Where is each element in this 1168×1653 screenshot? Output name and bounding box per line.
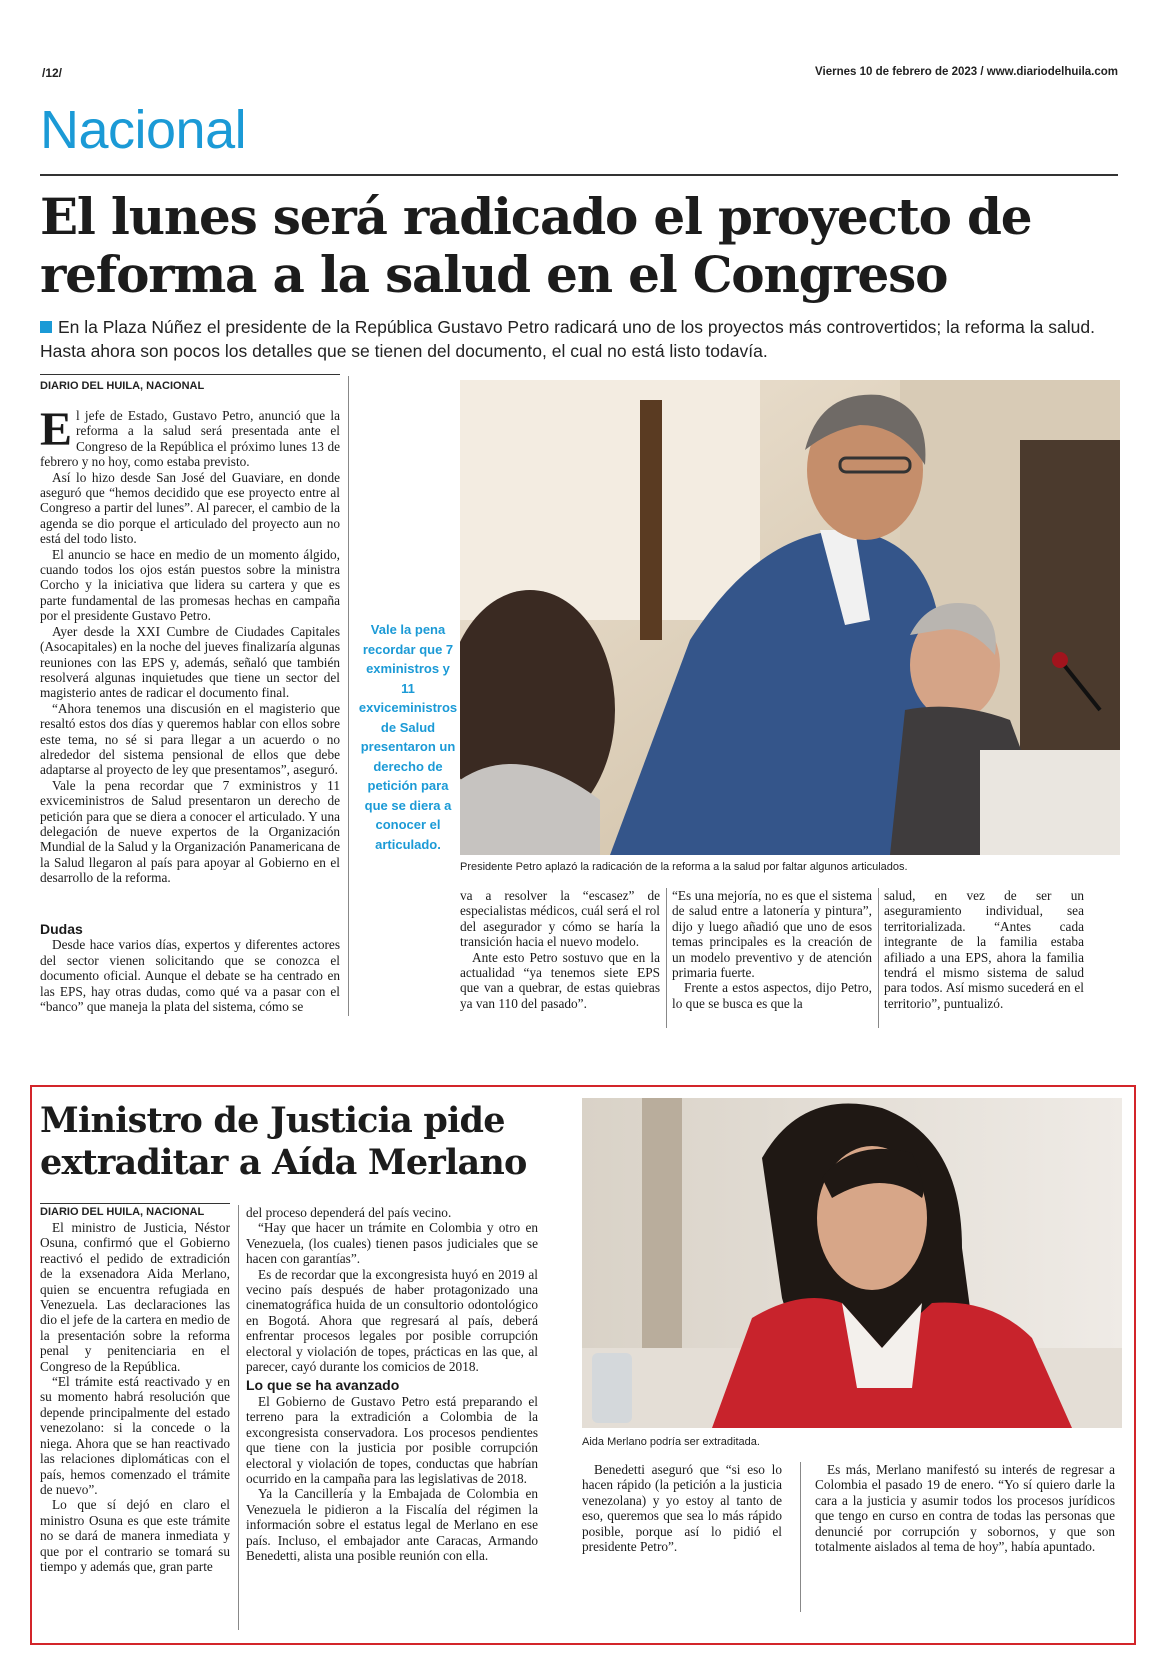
- subheading-avances: Lo que se ha avanzado: [246, 1377, 400, 1394]
- paragraph: Es de recordar que la excongresista huyó en 2019 al vecino país después de haber protagonizado una cinematográfica huida de un consultorio odontológico en Bogotá. Ahora que regresará al país, deberá enfrentar procesos legales por posible corrupción electoral y violación de topes, prácticas en las que, al parecer, cayó durante los comicios de 2018.: [246, 1266, 538, 1375]
- paragraph: Benedetti aseguró que “si eso lo hacen rápido (la petición a la justicia venezolana) y yo estoy al tanto de eso, queremos que sea lo más rápido posible, porque así lo pidió el presidente Petro”.: [582, 1462, 782, 1555]
- header-divider: [40, 174, 1118, 176]
- square-bullet-icon: [40, 321, 52, 333]
- date-and-website: Viernes 10 de febrero de 2023 / www.diariodelhuila.com: [815, 66, 1118, 78]
- paragraph: va a resolver la “escasez” de especialistas médicos, cuál será el rol del asegurador y cómo se haría la transición hacia el nuevo modelo.: [460, 888, 660, 950]
- paragraph: El ministro de Justicia, Néstor Osuna, confirmó que el Gobierno reactivó el pedido de extradición de la exsenadora Aida Merlano, quien se encuentra refugiada en Venezuela. Las declaraciones las dio el jefe de la cartera en medio de la presentación sobre la reforma penal y penitenciaria en el Congreso de la República.: [40, 1220, 230, 1374]
- paragraph: “El trámite está reactivado y en su momento habrá resolución que depende principalmente del estado venezolano: si la concede o la niega. Ahora que se han reactivado las relaciones diplomáticas con el país, hemos comenzado el trámite de nuevo”.: [40, 1374, 230, 1497]
- article1-deck-text: En la Plaza Núñez el presidente de la República Gustavo Petro radicará uno de los proyectos más controvertidos; la reforma la salud. Hasta ahora son pocos los detalles que se tienen del documento, el cual no está listo todavía.: [40, 317, 1095, 361]
- paragraph: Ya la Cancillería y la Embajada de Colombia en Venezuela le pidieron a la Fiscalía del régimen la información sobre el estatus legal de Merlano en ese país. Incluso, el embajador ante Caracas, Armando Benedetti, alista una posible reunión con ella.: [246, 1486, 538, 1563]
- paragraph: Así lo hizo desde San José del Guaviare, en donde aseguró que “hemos decidido que ese proyecto entre al Congreso a partir del lunes”. Al parecer, el cambio de la agenda se dio porque el articulado del proyecto aun no está del todo listo.: [40, 469, 340, 547]
- paragraph: l jefe de Estado, Gustavo Petro, anunció que la reforma a la salud será presentada ante el Congreso de la República el próximo lunes 13 de febrero y no hoy, como estaba previsto.: [40, 408, 340, 470]
- photo-merlano-caption: Aida Merlano podría ser extraditada.: [582, 1436, 760, 1448]
- column-divider: [878, 888, 879, 1028]
- page-number: /12/: [42, 66, 63, 80]
- article2-column-3: [582, 1462, 782, 1632]
- pull-quote: Vale la pena recordar que 7 exministros y 11 exviceministros de Salud presentaron un derecho de petición para que se diera a conocer el articulado.: [358, 622, 458, 852]
- paragraph: Ante esto Petro sostuvo que en la actualidad “ya tenemos siete EPS que van a quebrar, de estas quiebras ya van 110 del pasado”.: [460, 949, 660, 1011]
- subheading-dudas: Dudas: [40, 921, 83, 937]
- article1-column-1: [40, 403, 340, 968]
- article2-column-4: [815, 1462, 1115, 1632]
- column-divider: [800, 1462, 801, 1612]
- article2-column-1: [40, 1220, 230, 1640]
- paragraph: Frente a estos aspectos, dijo Petro, lo que se busca es que la: [672, 980, 872, 1011]
- paragraph: “Es una mejoría, no es que el sistema de salud entre a latonería y pintura”, dijo y luego añadió que uno de esos temas principales es la creación de un modelo preventivo y de atención primaria fuerte.: [672, 888, 872, 981]
- article1-column-1-bottom: [40, 918, 340, 1038]
- column-divider: [666, 888, 667, 1028]
- column-divider: [238, 1205, 239, 1630]
- paragraph: Es más, Merlano manifestó su interés de regresar a Colombia el pasado 19 de enero. “Yo sí quiero darle la cara a la justicia y asumir todos los procesos jurídicos que tengo en curso en contra de todas las personas que denuncié por corrupción y sobornos, y que son totalmente aislados al tema de hoy”, había apuntado.: [815, 1462, 1115, 1555]
- photo-petro: [460, 380, 1120, 855]
- photo-petro-illustration: [460, 380, 1120, 855]
- article1-byline: DIARIO DEL HUILA, NACIONAL: [40, 380, 205, 392]
- paragraph: Lo que sí dejó en claro el ministro Osuna es que este trámite no se dará de manera inmediata y que por el contrario se tomará su tiempo y además que, gran parte: [40, 1497, 230, 1574]
- article2-byline: DIARIO DEL HUILA, NACIONAL: [40, 1206, 205, 1218]
- article2-headline: Ministro de Justicia pide extraditar a Aída Merlano: [40, 1100, 527, 1183]
- photo-merlano-illustration: [582, 1098, 1122, 1428]
- paragraph: “Ahora tenemos una discusión en el magisterio que resaltó estos dos días y queremos hablar con ellos sobre este tema, no sé si para llegar a un acuerdo o no alrededor del sistema pensional de ellos que debe adaptarse al proyecto de ley que presentamos”, aseguró.: [40, 700, 340, 778]
- paragraph: El anuncio se hace en medio de un momento álgido, cuando todos los ojos están puestos sobre la ministra Corcho y la iniciativa que lidera su cartera y que es parte fundamental de las promesas hechas en campaña por el presidente Gustavo Petro.: [40, 546, 340, 624]
- paragraph: Desde hace varios días, expertos y diferentes actores del sector vienen solicitando que se conozca el documento oficial. Aunque el debate se ha centrado en las EPS, hay otras dudas, como qué va a pasar con el “banco” que maneja la plata del sistema, cómo se: [40, 937, 340, 1015]
- paragraph: del proceso dependerá del país vecino.: [246, 1205, 452, 1220]
- drop-cap: E: [40, 403, 73, 456]
- article1-headline: El lunes será radicado el proyecto de reforma a la salud en el Congreso: [40, 187, 1032, 304]
- article2-column-2: [246, 1205, 538, 1635]
- article1-column-3: [672, 888, 872, 1038]
- photo-merlano: [582, 1098, 1122, 1428]
- paragraph: Ayer desde la XXI Cumbre de Ciudades Capitales (Asocapitales) en la noche del jueves finalizaría algunas reuniones con las EPS y, además, señaló que también resolverá algunas inquietudes que tiene un sector del magisterio antes de radicar el documento final.: [40, 623, 340, 701]
- byline-rule: [40, 374, 340, 375]
- paragraph: salud, en vez de ser un aseguramiento individual, sea territorializada. “Antes cada integrante de la familia estaba afiliado a una EPS, ahora la familia tendrá el mismo sistema de salud para todos. Así mismo sucederá en el territorio”, puntualizó.: [884, 888, 1084, 1011]
- byline-rule: [40, 1203, 230, 1204]
- photo-petro-caption: Presidente Petro aplazó la radicación de la reforma a la salud por faltar algunos articulados.: [460, 861, 908, 873]
- section-title: Nacional: [40, 100, 247, 160]
- paragraph: Vale la pena recordar que 7 exministros y 11 exviceministros de Salud presentaron un derecho de petición para que se diera a conocer el articulado. Y una delegación de nueve expertos de la Organización Mundial de la Salud y la Organización Panamericana de la Salud llegaron al país para apoyar al Gobierno en el desarrollo de la reforma.: [40, 777, 340, 886]
- paragraph: El Gobierno de Gustavo Petro está preparando el terreno para la extradición a Colombia de la excongresista conservadora. Los procesos pendientes que tiene con la justicia por posible corrupción electoral y violación de topes, conductas que habrían ocurrido en la campaña para las legislativas de 2018.: [246, 1393, 538, 1486]
- column-divider: [348, 376, 349, 1016]
- paragraph: “Hay que hacer un trámite en Colombia y otro en Venezuela, (los cuales) tienen pasos judiciales que se hacen con garantías”.: [246, 1220, 538, 1267]
- article1-deck: [40, 315, 1120, 363]
- article1-column-2: [460, 888, 660, 1038]
- article1-column-4: [884, 888, 1084, 1038]
